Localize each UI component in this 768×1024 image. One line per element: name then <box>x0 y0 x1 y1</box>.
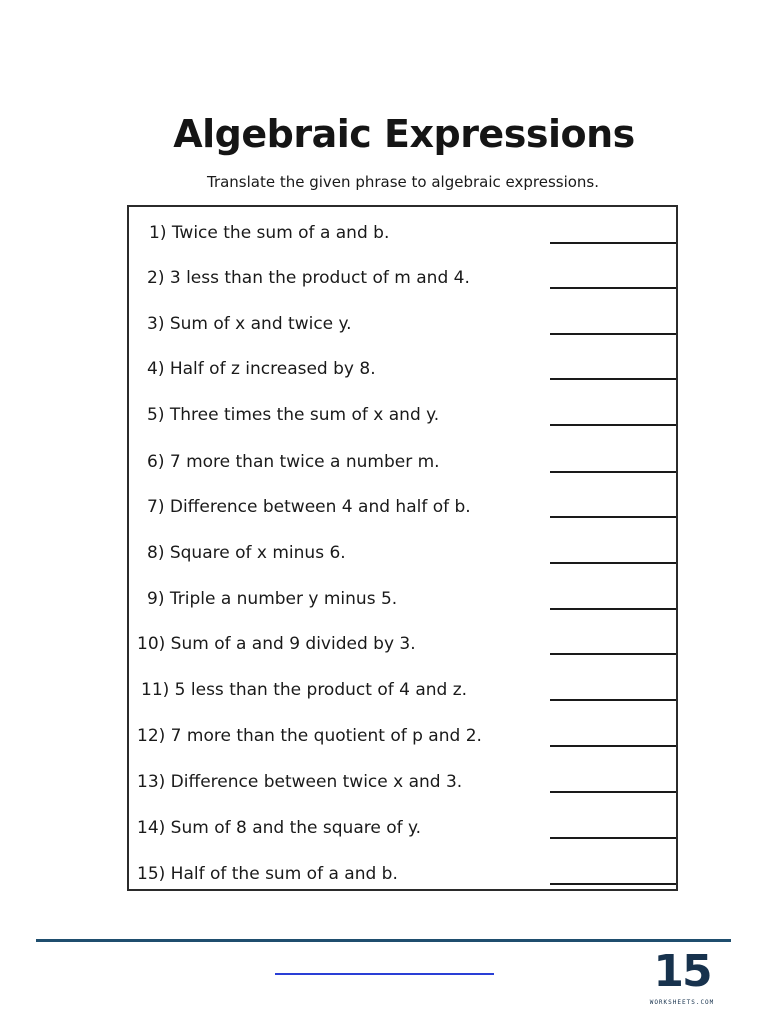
question-text: 4) Half of z increased by 8. <box>147 359 376 379</box>
answer-line <box>550 745 676 747</box>
question-text: 10) Sum of a and 9 divided by 3. <box>137 634 416 654</box>
question-item <box>137 217 672 247</box>
answer-line <box>550 242 676 244</box>
question-item <box>137 262 672 292</box>
question-item <box>137 674 672 704</box>
question-text: 3) Sum of x and twice y. <box>147 314 352 334</box>
question-text: 6) 7 more than twice a number m. <box>147 452 440 472</box>
footer-link[interactable] <box>275 973 494 975</box>
answer-line <box>550 516 676 518</box>
question-item <box>137 308 672 338</box>
question-text: 5) Three times the sum of x and y. <box>147 405 440 425</box>
question-item <box>137 858 672 888</box>
question-item <box>137 491 672 521</box>
logo-caption: WORKSHEETS.COM <box>649 999 715 1006</box>
question-text: 2) 3 less than the product of m and 4. <box>147 268 470 288</box>
answer-line <box>550 471 676 473</box>
question-text: 15) Half of the sum of a and b. <box>137 864 398 884</box>
question-text: 7) Difference between 4 and half of b. <box>147 497 471 517</box>
logo-number: 15 <box>653 946 711 997</box>
question-item <box>137 766 672 796</box>
question-item <box>137 537 672 567</box>
question-item <box>137 628 672 658</box>
question-text: 11) 5 less than the product of 4 and z. <box>141 680 468 700</box>
brand-logo <box>646 947 726 1013</box>
question-item <box>137 583 672 613</box>
answer-line <box>550 699 676 701</box>
question-text: 9) Triple a number y minus 5. <box>147 589 398 609</box>
answer-line <box>550 791 676 793</box>
answer-line <box>550 653 676 655</box>
question-item <box>137 353 672 383</box>
answer-line <box>550 424 676 426</box>
answer-line <box>550 287 676 289</box>
answer-line <box>550 378 676 380</box>
answer-line <box>550 562 676 564</box>
question-item <box>137 446 672 476</box>
question-item <box>137 399 672 429</box>
question-text: 13) Difference between twice x and 3. <box>137 772 463 792</box>
worksheet-title: Algebraic Expressions <box>173 112 635 156</box>
question-text: 1) Twice the sum of a and b. <box>149 223 390 243</box>
answer-line <box>550 883 676 885</box>
footer-divider <box>36 939 731 942</box>
answer-line <box>550 837 676 839</box>
question-text: 8) Square of x minus 6. <box>147 543 346 563</box>
question-item <box>137 720 672 750</box>
answer-line <box>550 333 676 335</box>
question-text: 12) 7 more than the quotient of p and 2. <box>137 726 482 746</box>
question-box <box>127 205 678 891</box>
worksheet-instructions: Translate the given phrase to algebraic expressions. <box>206 173 600 191</box>
question-item <box>137 812 672 842</box>
question-text: 14) Sum of 8 and the square of y. <box>137 818 422 838</box>
answer-line <box>550 608 676 610</box>
